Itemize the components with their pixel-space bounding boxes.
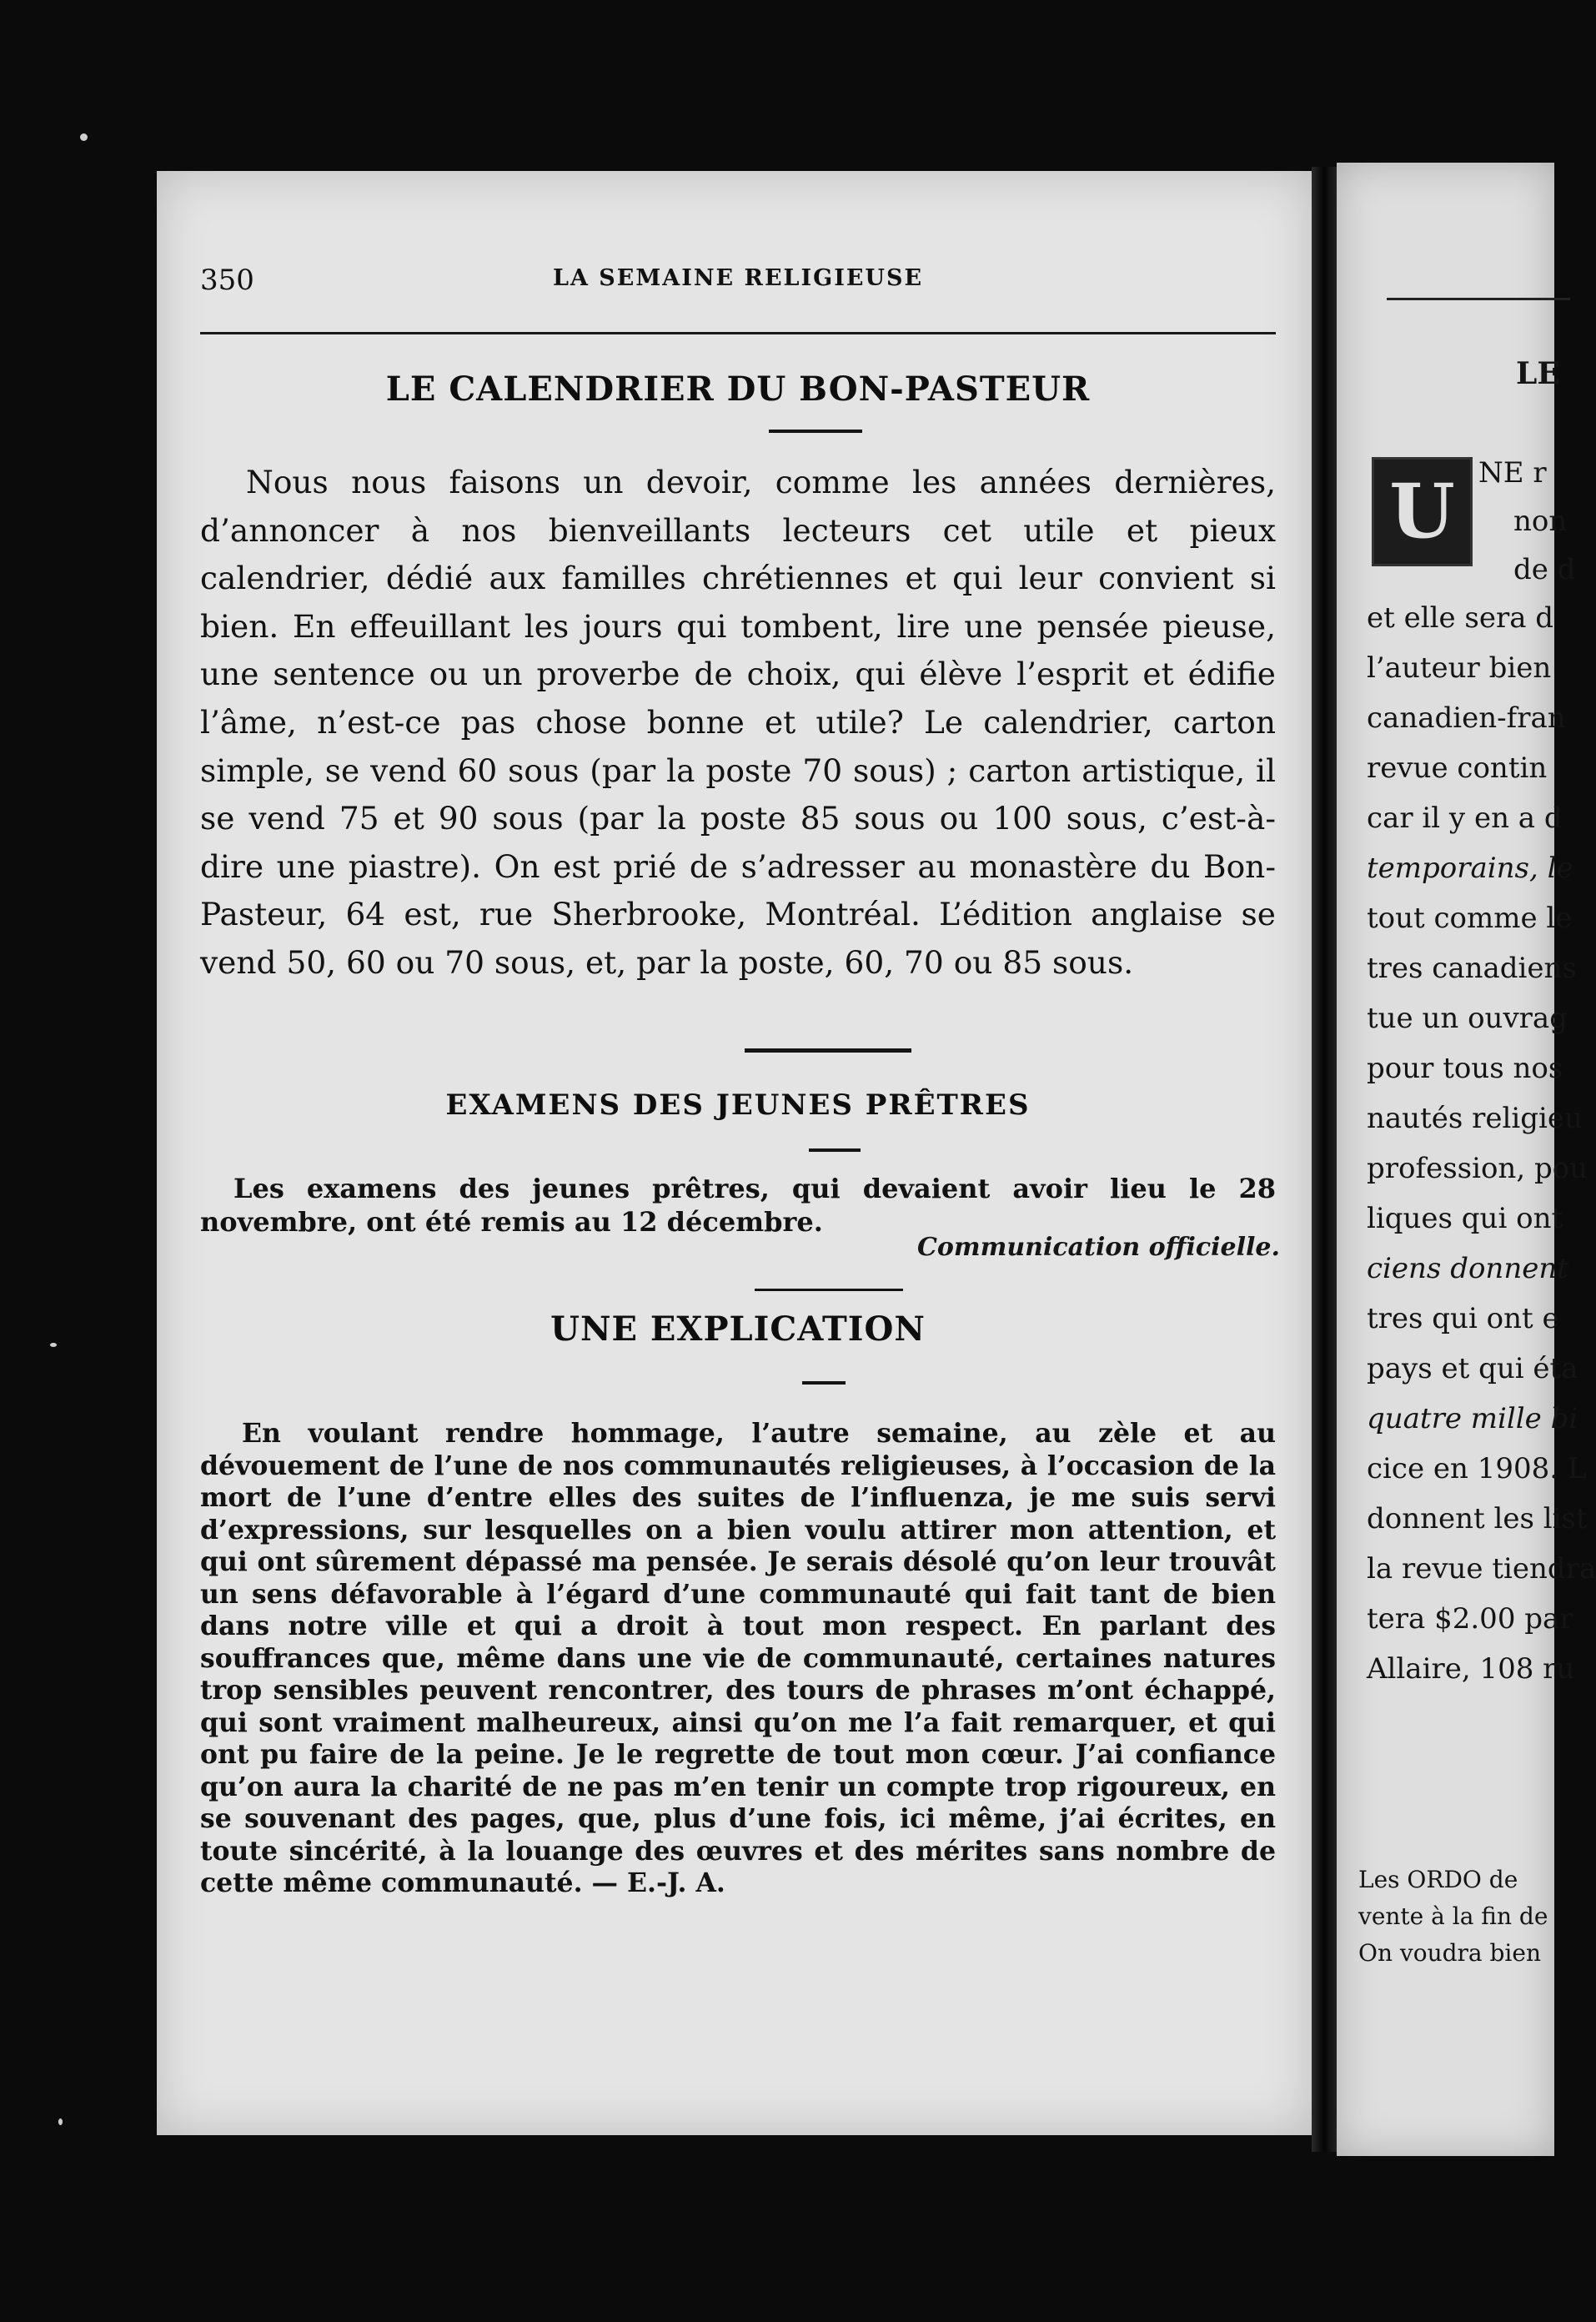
dust-speck <box>50 1343 57 1347</box>
right-line: profession, pou <box>1367 1152 1588 1185</box>
right-page <box>1337 163 1596 2156</box>
article-body: Les examens des jeunes prêtres, qui devaient avoir lieu le 28 novembre, ont été remis au 12 décembre. <box>200 1173 1276 1238</box>
running-head <box>200 264 1276 297</box>
right-line: de d <box>1513 553 1576 586</box>
header-rule <box>200 332 1276 334</box>
right-footer-line: vente à la fin de <box>1358 1902 1548 1930</box>
article-body: En voulant rendre hommage, l’autre semaine, au zèle et au dévouement de l’une de nos communautés religieuses, à l’occasion de la mort de l’une d’entre elles des suites de l’influenza, je me suis servi d’expressions, sur lesquelles on a bien voulu attirer mon attention, et qui ont sûrement dépassé ma pensée. Je serais désolé qu’on leur trouvât un sens défavorable à l’égard d’une communauté qui fait tant de bien dans notre ville et qui a droit à tout mon respect. En parlant des souffrances que, même dans une vie de communauté, certaines natures trop sensibles peuvent rencontrer, des tours de phrases m’ont échappé, qui sont vraiment malheureux, ainsi qu’on me l’a fait remarquer, et qui ont pu faire de la peine. Je le regrette de tout mon cœur. J’ai confiance qu’on aura la charité de ne pas m’en tenir un compte trop rigoureux, en se souvenant des pages, que, plus d’une fois, ici même, j’ai écrites, en toute sincérité, à la louange des œuvres et des mérites sans nombre de cette même communauté. — E.-J. A. <box>200 1418 1276 1898</box>
article-body: Nous nous faisons un devoir, comme les années dernières, d’annoncer à nos bienveillants lecteurs cet utile et pieux calendrier, dédié aux familles chrétiennes et qui leur convient si bien. En effeuillant les jours qui tombent, lire une pensée pieuse, une sentence ou un proverbe de choix, qui élève l’esprit et édifie l’âme, n’est-ce pas chose bonne et utile? Le calendrier, carton simple, se vend 60 sous (par la poste 70 sous) ; carton artistique, il se vend 75 et 90 sous (par la poste 85 sous ou 100 sous, c’est-à-dire une piastre). On est prié de s’adresser au monastère du Bon-Pasteur, 64 est, rue Sherbrooke, Montréal. L’édition anglaise se vend 50, 60 ou 70 sous, et, par la poste, 60, 70 ou 85 sous. <box>200 464 1276 981</box>
dropcap-initial: U <box>1372 457 1473 566</box>
right-footer-line: Les ORDO de <box>1358 1866 1518 1893</box>
right-line: cice en 1908. L <box>1367 1452 1587 1485</box>
article-signature: Communication officielle. <box>917 1233 1280 1262</box>
running-title: LA SEMAINE RELIGIEUSE <box>552 265 924 291</box>
right-line: car il y en a d <box>1367 802 1563 835</box>
right-line: temporains, le <box>1367 852 1573 885</box>
title-underline <box>769 430 862 433</box>
right-line: tue un ouvrag <box>1367 1002 1568 1035</box>
right-line: tres canadiens <box>1367 952 1577 985</box>
section-separator <box>755 1289 903 1291</box>
right-line: tera $2.00 par <box>1367 1602 1573 1636</box>
right-line: nautés religieu <box>1367 1102 1583 1135</box>
article-title: EXAMENS DES JEUNES PRÊTRES <box>445 1088 1031 1122</box>
right-line: non <box>1513 505 1568 538</box>
title-underline <box>802 1381 846 1385</box>
right-line: NE r <box>1478 456 1547 490</box>
right-line: et elle sera d <box>1367 601 1554 635</box>
right-line: canadien-fran <box>1367 701 1566 735</box>
right-line: tres qui ont e <box>1367 1302 1559 1335</box>
right-footer-line: On voudra bien <box>1358 1939 1541 1967</box>
article-title: UNE EXPLICATION <box>550 1309 926 1349</box>
right-line: donnent les list <box>1367 1502 1588 1535</box>
right-line: ciens donnent <box>1367 1252 1568 1285</box>
right-line: pour tous nos <box>1367 1052 1563 1085</box>
article-title: LE CALENDRIER DU BON-PASTEUR <box>385 369 1091 409</box>
book-gutter <box>1312 167 1337 2152</box>
right-line: l’auteur bien <box>1367 651 1552 685</box>
right-line: la revue tiendra <box>1367 1552 1596 1586</box>
dust-speck <box>58 2118 63 2125</box>
right-heading-fragment: LE <box>1516 356 1560 391</box>
right-head-rule <box>1387 298 1570 300</box>
right-line: pays et qui éta <box>1367 1352 1578 1385</box>
right-line: Allaire, 108 ru <box>1367 1652 1575 1686</box>
right-line: liques qui ont <box>1367 1202 1563 1235</box>
dust-speck <box>80 133 88 141</box>
right-line: tout comme le <box>1367 902 1573 935</box>
right-line: revue contin <box>1367 751 1548 785</box>
page-number: 350 <box>200 264 254 297</box>
right-line: quatre mille bi <box>1367 1402 1578 1435</box>
section-separator <box>745 1048 911 1053</box>
title-underline <box>809 1148 861 1152</box>
